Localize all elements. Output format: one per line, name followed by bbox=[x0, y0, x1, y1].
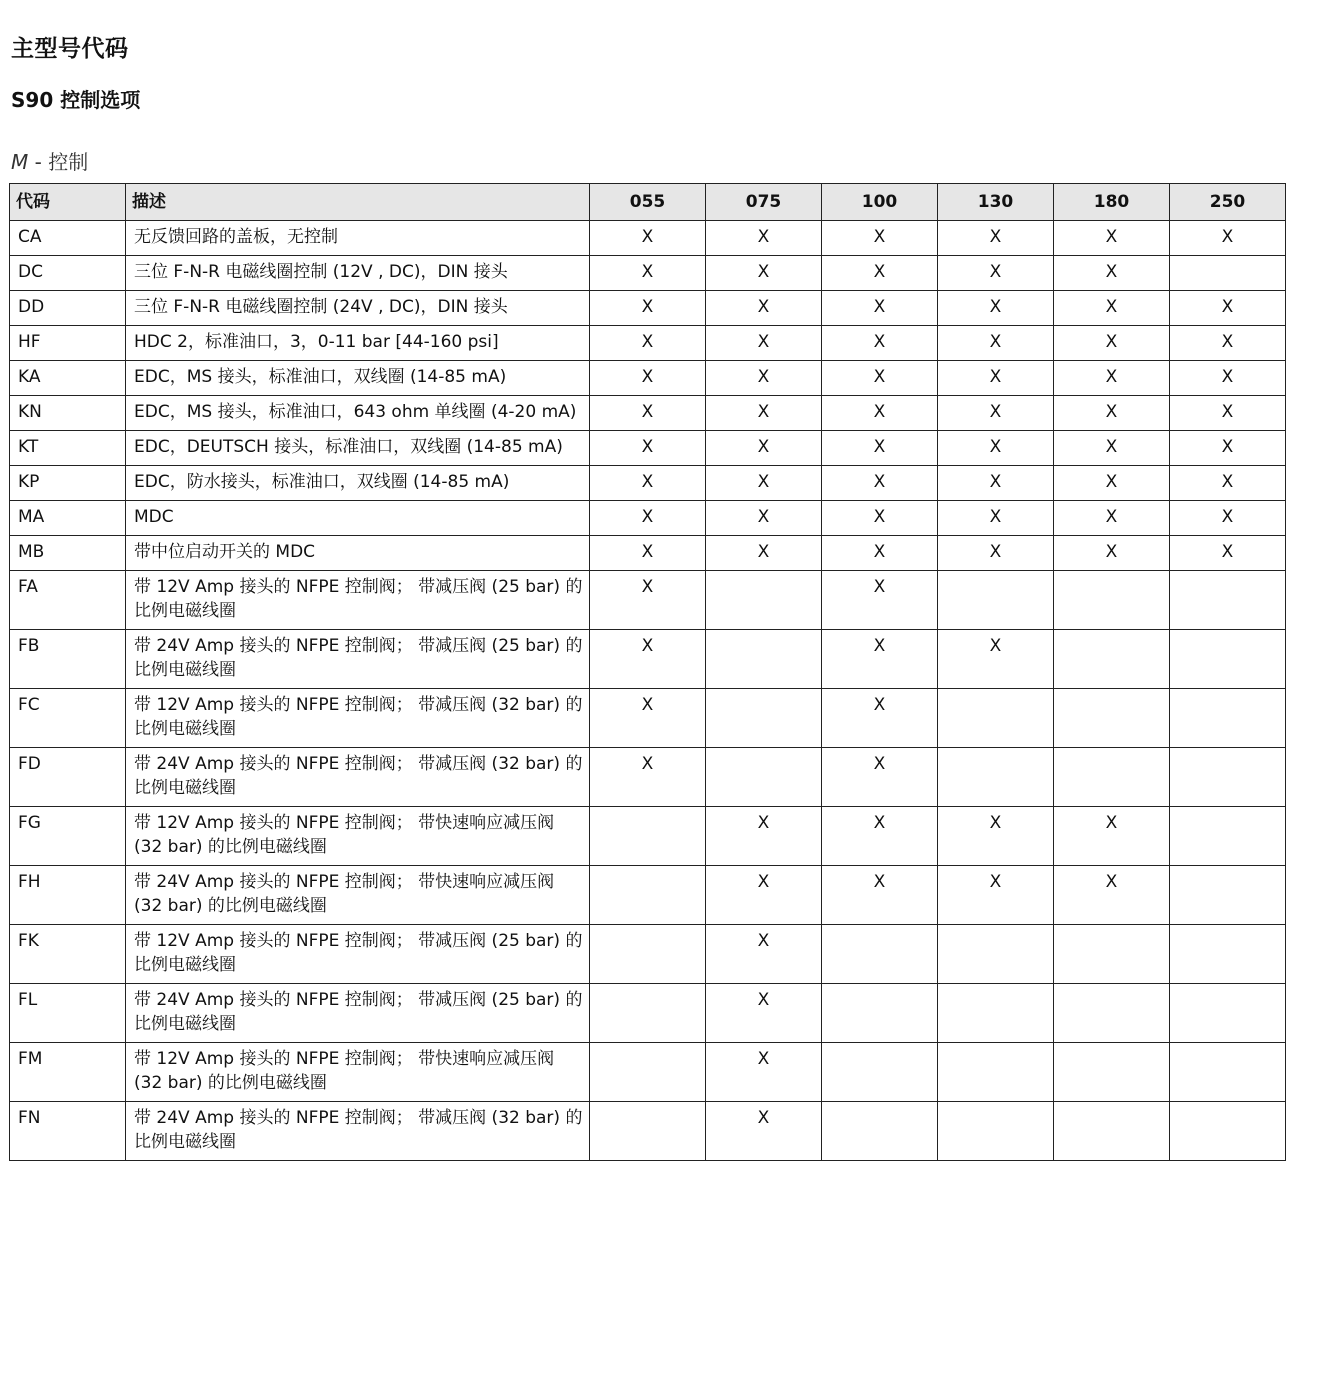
table-row bbox=[10, 291, 1286, 326]
table-row bbox=[10, 396, 1286, 431]
availability-mark: X bbox=[938, 396, 1054, 431]
availability-mark: X bbox=[706, 807, 822, 866]
table-row bbox=[10, 748, 1286, 807]
row-description: EDC，MS 接头，标准油口，643 ohm 单线圈 (4-20 mA) bbox=[126, 396, 590, 431]
availability-mark bbox=[590, 1043, 706, 1102]
table-row bbox=[10, 536, 1286, 571]
availability-mark: X bbox=[590, 291, 706, 326]
availability-mark: X bbox=[706, 536, 822, 571]
availability-mark: X bbox=[706, 1102, 822, 1161]
availability-mark: X bbox=[1170, 326, 1286, 361]
availability-mark bbox=[1054, 925, 1170, 984]
row-description: 带 24V Amp 接头的 NFPE 控制阀； 带减压阀 (25 bar) 的比例电磁线圈 bbox=[126, 984, 590, 1043]
section-title: S90 控制选项 bbox=[11, 88, 141, 112]
availability-mark: X bbox=[1054, 221, 1170, 256]
header-size: 075 bbox=[706, 184, 822, 221]
availability-mark: X bbox=[822, 466, 938, 501]
availability-mark bbox=[1170, 807, 1286, 866]
availability-mark: X bbox=[590, 501, 706, 536]
availability-mark: X bbox=[590, 630, 706, 689]
header-size: 130 bbox=[938, 184, 1054, 221]
availability-mark: X bbox=[706, 256, 822, 291]
availability-mark: X bbox=[590, 536, 706, 571]
row-code: KN bbox=[10, 396, 126, 431]
row-description: 三位 F-N-R 电磁线圈控制 (12V , DC)，DIN 接头 bbox=[126, 256, 590, 291]
availability-mark bbox=[590, 984, 706, 1043]
row-code: HF bbox=[10, 326, 126, 361]
row-description: 三位 F-N-R 电磁线圈控制 (24V , DC)，DIN 接头 bbox=[126, 291, 590, 326]
row-code: FL bbox=[10, 984, 126, 1043]
table-row bbox=[10, 361, 1286, 396]
availability-mark: X bbox=[1170, 291, 1286, 326]
availability-mark: X bbox=[938, 256, 1054, 291]
availability-mark: X bbox=[938, 221, 1054, 256]
row-code: FM bbox=[10, 1043, 126, 1102]
availability-mark bbox=[1170, 1043, 1286, 1102]
availability-mark bbox=[1170, 866, 1286, 925]
availability-mark: X bbox=[1054, 866, 1170, 925]
availability-mark: X bbox=[590, 689, 706, 748]
availability-mark: X bbox=[822, 501, 938, 536]
row-code: MB bbox=[10, 536, 126, 571]
availability-mark: X bbox=[822, 571, 938, 630]
availability-mark: X bbox=[822, 748, 938, 807]
row-code: CA bbox=[10, 221, 126, 256]
availability-mark bbox=[1170, 256, 1286, 291]
availability-mark: X bbox=[938, 630, 1054, 689]
availability-mark: X bbox=[938, 466, 1054, 501]
availability-mark: X bbox=[1170, 431, 1286, 466]
availability-mark bbox=[822, 984, 938, 1043]
header-description: 描述 bbox=[126, 184, 590, 221]
availability-mark bbox=[938, 571, 1054, 630]
availability-mark: X bbox=[822, 256, 938, 291]
row-description: 带 12V Amp 接头的 NFPE 控制阀； 带减压阀 (32 bar) 的比例电磁线圈 bbox=[126, 689, 590, 748]
row-description: EDC，MS 接头，标准油口，双线圈 (14-85 mA) bbox=[126, 361, 590, 396]
availability-mark: X bbox=[938, 431, 1054, 466]
availability-mark bbox=[1170, 1102, 1286, 1161]
row-description: HDC 2，标准油口，3，0-11 bar [44-160 psi] bbox=[126, 326, 590, 361]
header-code: 代码 bbox=[10, 184, 126, 221]
table-row bbox=[10, 256, 1286, 291]
availability-mark: X bbox=[1054, 256, 1170, 291]
availability-mark: X bbox=[1054, 326, 1170, 361]
availability-mark bbox=[938, 925, 1054, 984]
table-row bbox=[10, 466, 1286, 501]
row-description: 带 12V Amp 接头的 NFPE 控制阀； 带减压阀 (25 bar) 的比例电磁线圈 bbox=[126, 925, 590, 984]
table-row bbox=[10, 984, 1286, 1043]
availability-mark: X bbox=[1170, 396, 1286, 431]
availability-mark: X bbox=[590, 326, 706, 361]
row-code: FG bbox=[10, 807, 126, 866]
availability-mark: X bbox=[1054, 291, 1170, 326]
availability-mark: X bbox=[590, 221, 706, 256]
row-code: FK bbox=[10, 925, 126, 984]
row-description: 无反馈回路的盖板，无控制 bbox=[126, 221, 590, 256]
header-size: 180 bbox=[1054, 184, 1170, 221]
availability-mark: X bbox=[706, 291, 822, 326]
table-header-row bbox=[10, 184, 1286, 221]
availability-mark: X bbox=[706, 501, 822, 536]
table-row bbox=[10, 221, 1286, 256]
availability-mark: X bbox=[590, 396, 706, 431]
row-description: 带 12V Amp 接头的 NFPE 控制阀； 带快速响应减压阀 (32 bar) 的比例电磁线圈 bbox=[126, 1043, 590, 1102]
availability-mark: X bbox=[706, 466, 822, 501]
row-code: FC bbox=[10, 689, 126, 748]
availability-mark: X bbox=[706, 925, 822, 984]
availability-mark: X bbox=[822, 431, 938, 466]
page-title: 主型号代码 bbox=[11, 36, 129, 62]
availability-mark: X bbox=[590, 571, 706, 630]
availability-mark: X bbox=[590, 466, 706, 501]
availability-mark bbox=[1170, 925, 1286, 984]
availability-mark: X bbox=[706, 984, 822, 1043]
row-code: DD bbox=[10, 291, 126, 326]
table-row bbox=[10, 431, 1286, 466]
availability-mark: X bbox=[822, 866, 938, 925]
availability-mark: X bbox=[1054, 501, 1170, 536]
row-description: MDC bbox=[126, 501, 590, 536]
availability-mark: X bbox=[938, 501, 1054, 536]
availability-mark: X bbox=[938, 361, 1054, 396]
availability-mark bbox=[822, 1043, 938, 1102]
row-code: MA bbox=[10, 501, 126, 536]
availability-mark bbox=[1054, 689, 1170, 748]
availability-mark bbox=[822, 1102, 938, 1161]
availability-mark bbox=[1054, 748, 1170, 807]
row-code: DC bbox=[10, 256, 126, 291]
table-row bbox=[10, 925, 1286, 984]
availability-mark: X bbox=[590, 256, 706, 291]
table-row bbox=[10, 501, 1286, 536]
availability-mark bbox=[1170, 984, 1286, 1043]
caption-separator: - bbox=[28, 150, 49, 174]
availability-mark bbox=[822, 925, 938, 984]
table-body bbox=[10, 221, 1286, 1161]
row-description: 带 12V Amp 接头的 NFPE 控制阀； 带快速响应减压阀 (32 bar) 的比例电磁线圈 bbox=[126, 807, 590, 866]
availability-mark: X bbox=[822, 291, 938, 326]
control-options-table bbox=[9, 183, 1286, 1161]
availability-mark bbox=[1170, 748, 1286, 807]
row-description: 带 24V Amp 接头的 NFPE 控制阀； 带减压阀 (32 bar) 的比例电磁线圈 bbox=[126, 748, 590, 807]
availability-mark bbox=[938, 1102, 1054, 1161]
table-row bbox=[10, 1043, 1286, 1102]
table-row bbox=[10, 326, 1286, 361]
availability-mark bbox=[1054, 1102, 1170, 1161]
availability-mark bbox=[1170, 571, 1286, 630]
row-code: KA bbox=[10, 361, 126, 396]
availability-mark: X bbox=[590, 431, 706, 466]
table-row bbox=[10, 866, 1286, 925]
row-description: 带中位启动开关的 MDC bbox=[126, 536, 590, 571]
availability-mark: X bbox=[1170, 221, 1286, 256]
availability-mark: X bbox=[1170, 361, 1286, 396]
availability-mark: X bbox=[1170, 536, 1286, 571]
header-size: 250 bbox=[1170, 184, 1286, 221]
availability-mark: X bbox=[938, 807, 1054, 866]
availability-mark: X bbox=[1170, 466, 1286, 501]
availability-mark bbox=[1054, 1043, 1170, 1102]
availability-mark: X bbox=[706, 361, 822, 396]
availability-mark: X bbox=[822, 807, 938, 866]
availability-mark: X bbox=[1054, 431, 1170, 466]
row-code: KP bbox=[10, 466, 126, 501]
availability-mark bbox=[1054, 984, 1170, 1043]
availability-mark: X bbox=[822, 630, 938, 689]
availability-mark bbox=[1170, 630, 1286, 689]
availability-mark: X bbox=[822, 396, 938, 431]
table-row bbox=[10, 630, 1286, 689]
availability-mark bbox=[706, 571, 822, 630]
availability-mark: X bbox=[1054, 536, 1170, 571]
availability-mark bbox=[590, 1102, 706, 1161]
availability-mark: X bbox=[590, 748, 706, 807]
availability-mark: X bbox=[938, 536, 1054, 571]
availability-mark: X bbox=[822, 361, 938, 396]
availability-mark: X bbox=[1054, 396, 1170, 431]
table-row bbox=[10, 689, 1286, 748]
availability-mark bbox=[938, 1043, 1054, 1102]
availability-mark: X bbox=[938, 866, 1054, 925]
availability-mark: X bbox=[1170, 501, 1286, 536]
caption-code: M bbox=[11, 150, 29, 174]
availability-mark bbox=[706, 748, 822, 807]
availability-mark: X bbox=[822, 536, 938, 571]
availability-mark: X bbox=[938, 326, 1054, 361]
availability-mark: X bbox=[822, 326, 938, 361]
row-code: FH bbox=[10, 866, 126, 925]
availability-mark: X bbox=[938, 291, 1054, 326]
availability-mark bbox=[706, 630, 822, 689]
row-code: FD bbox=[10, 748, 126, 807]
availability-mark: X bbox=[1054, 466, 1170, 501]
header-size: 100 bbox=[822, 184, 938, 221]
row-description: 带 24V Amp 接头的 NFPE 控制阀； 带快速响应减压阀 (32 bar) 的比例电磁线圈 bbox=[126, 866, 590, 925]
availability-mark bbox=[938, 984, 1054, 1043]
table-row bbox=[10, 1102, 1286, 1161]
availability-mark: X bbox=[590, 361, 706, 396]
row-code: FB bbox=[10, 630, 126, 689]
availability-mark: X bbox=[706, 866, 822, 925]
row-description: EDC，DEUTSCH 接头，标准油口，双线圈 (14-85 mA) bbox=[126, 431, 590, 466]
availability-mark bbox=[938, 748, 1054, 807]
table-row bbox=[10, 807, 1286, 866]
table-caption bbox=[11, 146, 88, 175]
availability-mark bbox=[938, 689, 1054, 748]
availability-mark bbox=[590, 866, 706, 925]
caption-text: 控制 bbox=[48, 150, 89, 174]
availability-mark bbox=[1054, 630, 1170, 689]
availability-mark: X bbox=[706, 431, 822, 466]
availability-mark bbox=[590, 807, 706, 866]
row-description: 带 12V Amp 接头的 NFPE 控制阀； 带减压阀 (25 bar) 的比例电磁线圈 bbox=[126, 571, 590, 630]
availability-mark bbox=[590, 925, 706, 984]
header-size: 055 bbox=[590, 184, 706, 221]
row-code: FN bbox=[10, 1102, 126, 1161]
availability-mark bbox=[1054, 571, 1170, 630]
availability-mark bbox=[1170, 689, 1286, 748]
availability-mark: X bbox=[706, 221, 822, 256]
row-description: 带 24V Amp 接头的 NFPE 控制阀； 带减压阀 (25 bar) 的比例电磁线圈 bbox=[126, 630, 590, 689]
availability-mark bbox=[706, 689, 822, 748]
availability-mark: X bbox=[706, 1043, 822, 1102]
row-description: EDC，防水接头，标准油口，双线圈 (14-85 mA) bbox=[126, 466, 590, 501]
availability-mark: X bbox=[706, 326, 822, 361]
availability-mark: X bbox=[822, 221, 938, 256]
availability-mark: X bbox=[1054, 361, 1170, 396]
table-row bbox=[10, 571, 1286, 630]
row-description: 带 24V Amp 接头的 NFPE 控制阀； 带减压阀 (32 bar) 的比例电磁线圈 bbox=[126, 1102, 590, 1161]
availability-mark: X bbox=[1054, 807, 1170, 866]
row-code: KT bbox=[10, 431, 126, 466]
row-code: FA bbox=[10, 571, 126, 630]
availability-mark: X bbox=[706, 396, 822, 431]
availability-mark: X bbox=[822, 689, 938, 748]
